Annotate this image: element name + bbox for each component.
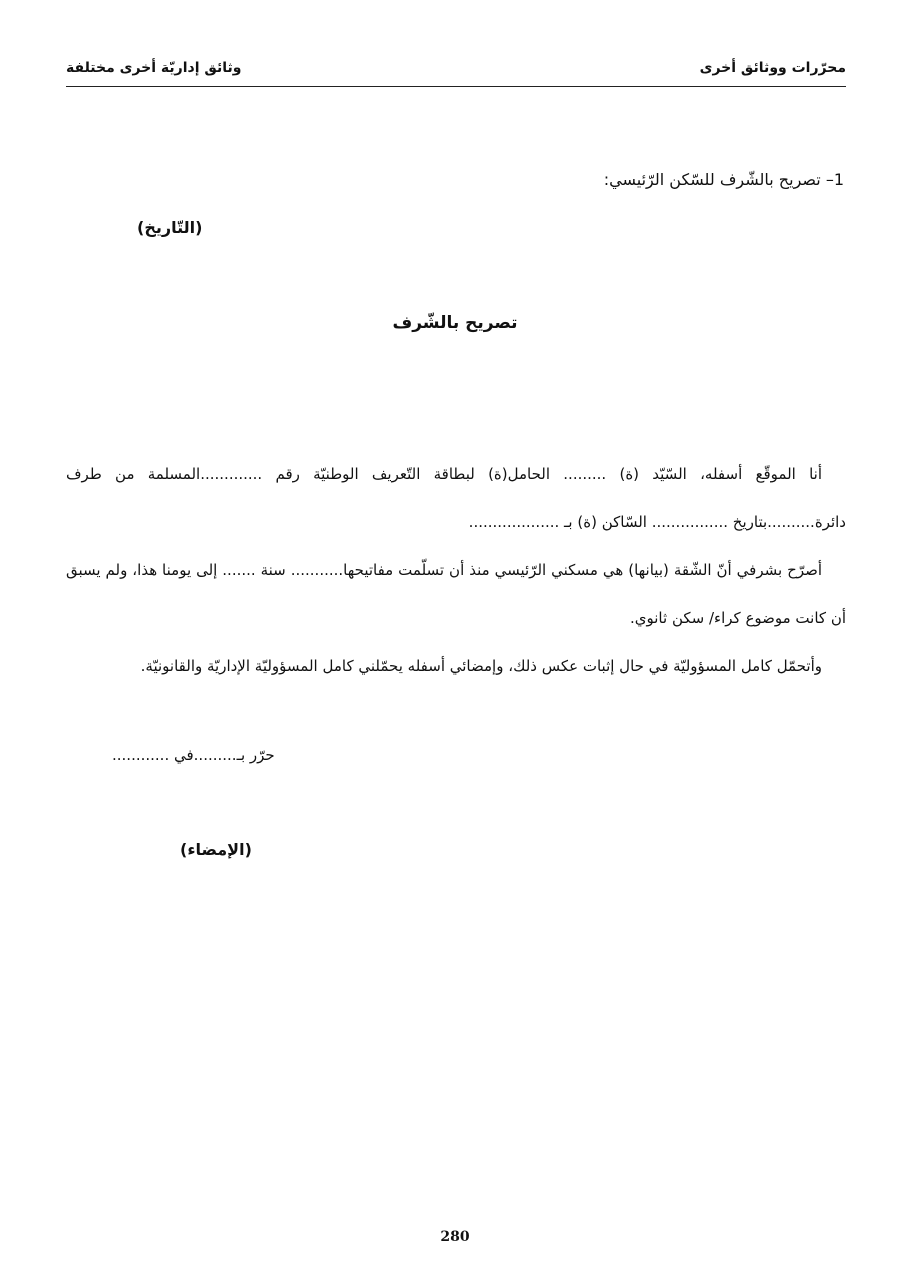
page-number: 280 bbox=[440, 1229, 470, 1245]
declaration-paragraph-identity: أنا الموقّع أسفله، السّيّد (ة) ......... الحامل(ة) لبطاقة التّعريف الوطنيّة رقم .............المسلمة من طرف دائرة..........بتاريخ ................ السّاكن (ة) بـ ................... bbox=[66, 465, 846, 531]
signature-placeholder: (الإمضاء) bbox=[180, 840, 252, 859]
declaration-body bbox=[66, 450, 846, 690]
header-section-title: وثائق إداريّة أخرى مختلفة bbox=[66, 60, 242, 76]
place-and-date-line: حرّر بـ.........في ............ bbox=[112, 746, 275, 764]
header-chapter-title: محرّرات ووثائق أخرى bbox=[699, 60, 846, 76]
document-title: تصريح بالشّرف bbox=[392, 313, 518, 333]
date-placeholder: (التّاريخ) bbox=[137, 218, 203, 237]
declaration-paragraph-responsibility: وأتحمّل كامل المسؤوليّة في حال إثبات عكس ذلك، وإمضائي أسفله يحمّلني كامل المسؤوليّة الإداريّة والقانونيّة. bbox=[140, 657, 822, 675]
section-heading: 1– تصريح بالشّرف للسّكن الرّئيسي: bbox=[603, 170, 844, 189]
page-header bbox=[66, 58, 846, 87]
declaration-paragraph-residence: أصرّح بشرفي أنّ الشّقة (بيانها) هي مسكني الرّئيسي منذ أن تسلّمت مفاتيحها........... سنة ....... إلى يومنا هذا، ولم يسبق أن كانت موضوع كراء/ سكن ثانوي. bbox=[66, 561, 846, 627]
